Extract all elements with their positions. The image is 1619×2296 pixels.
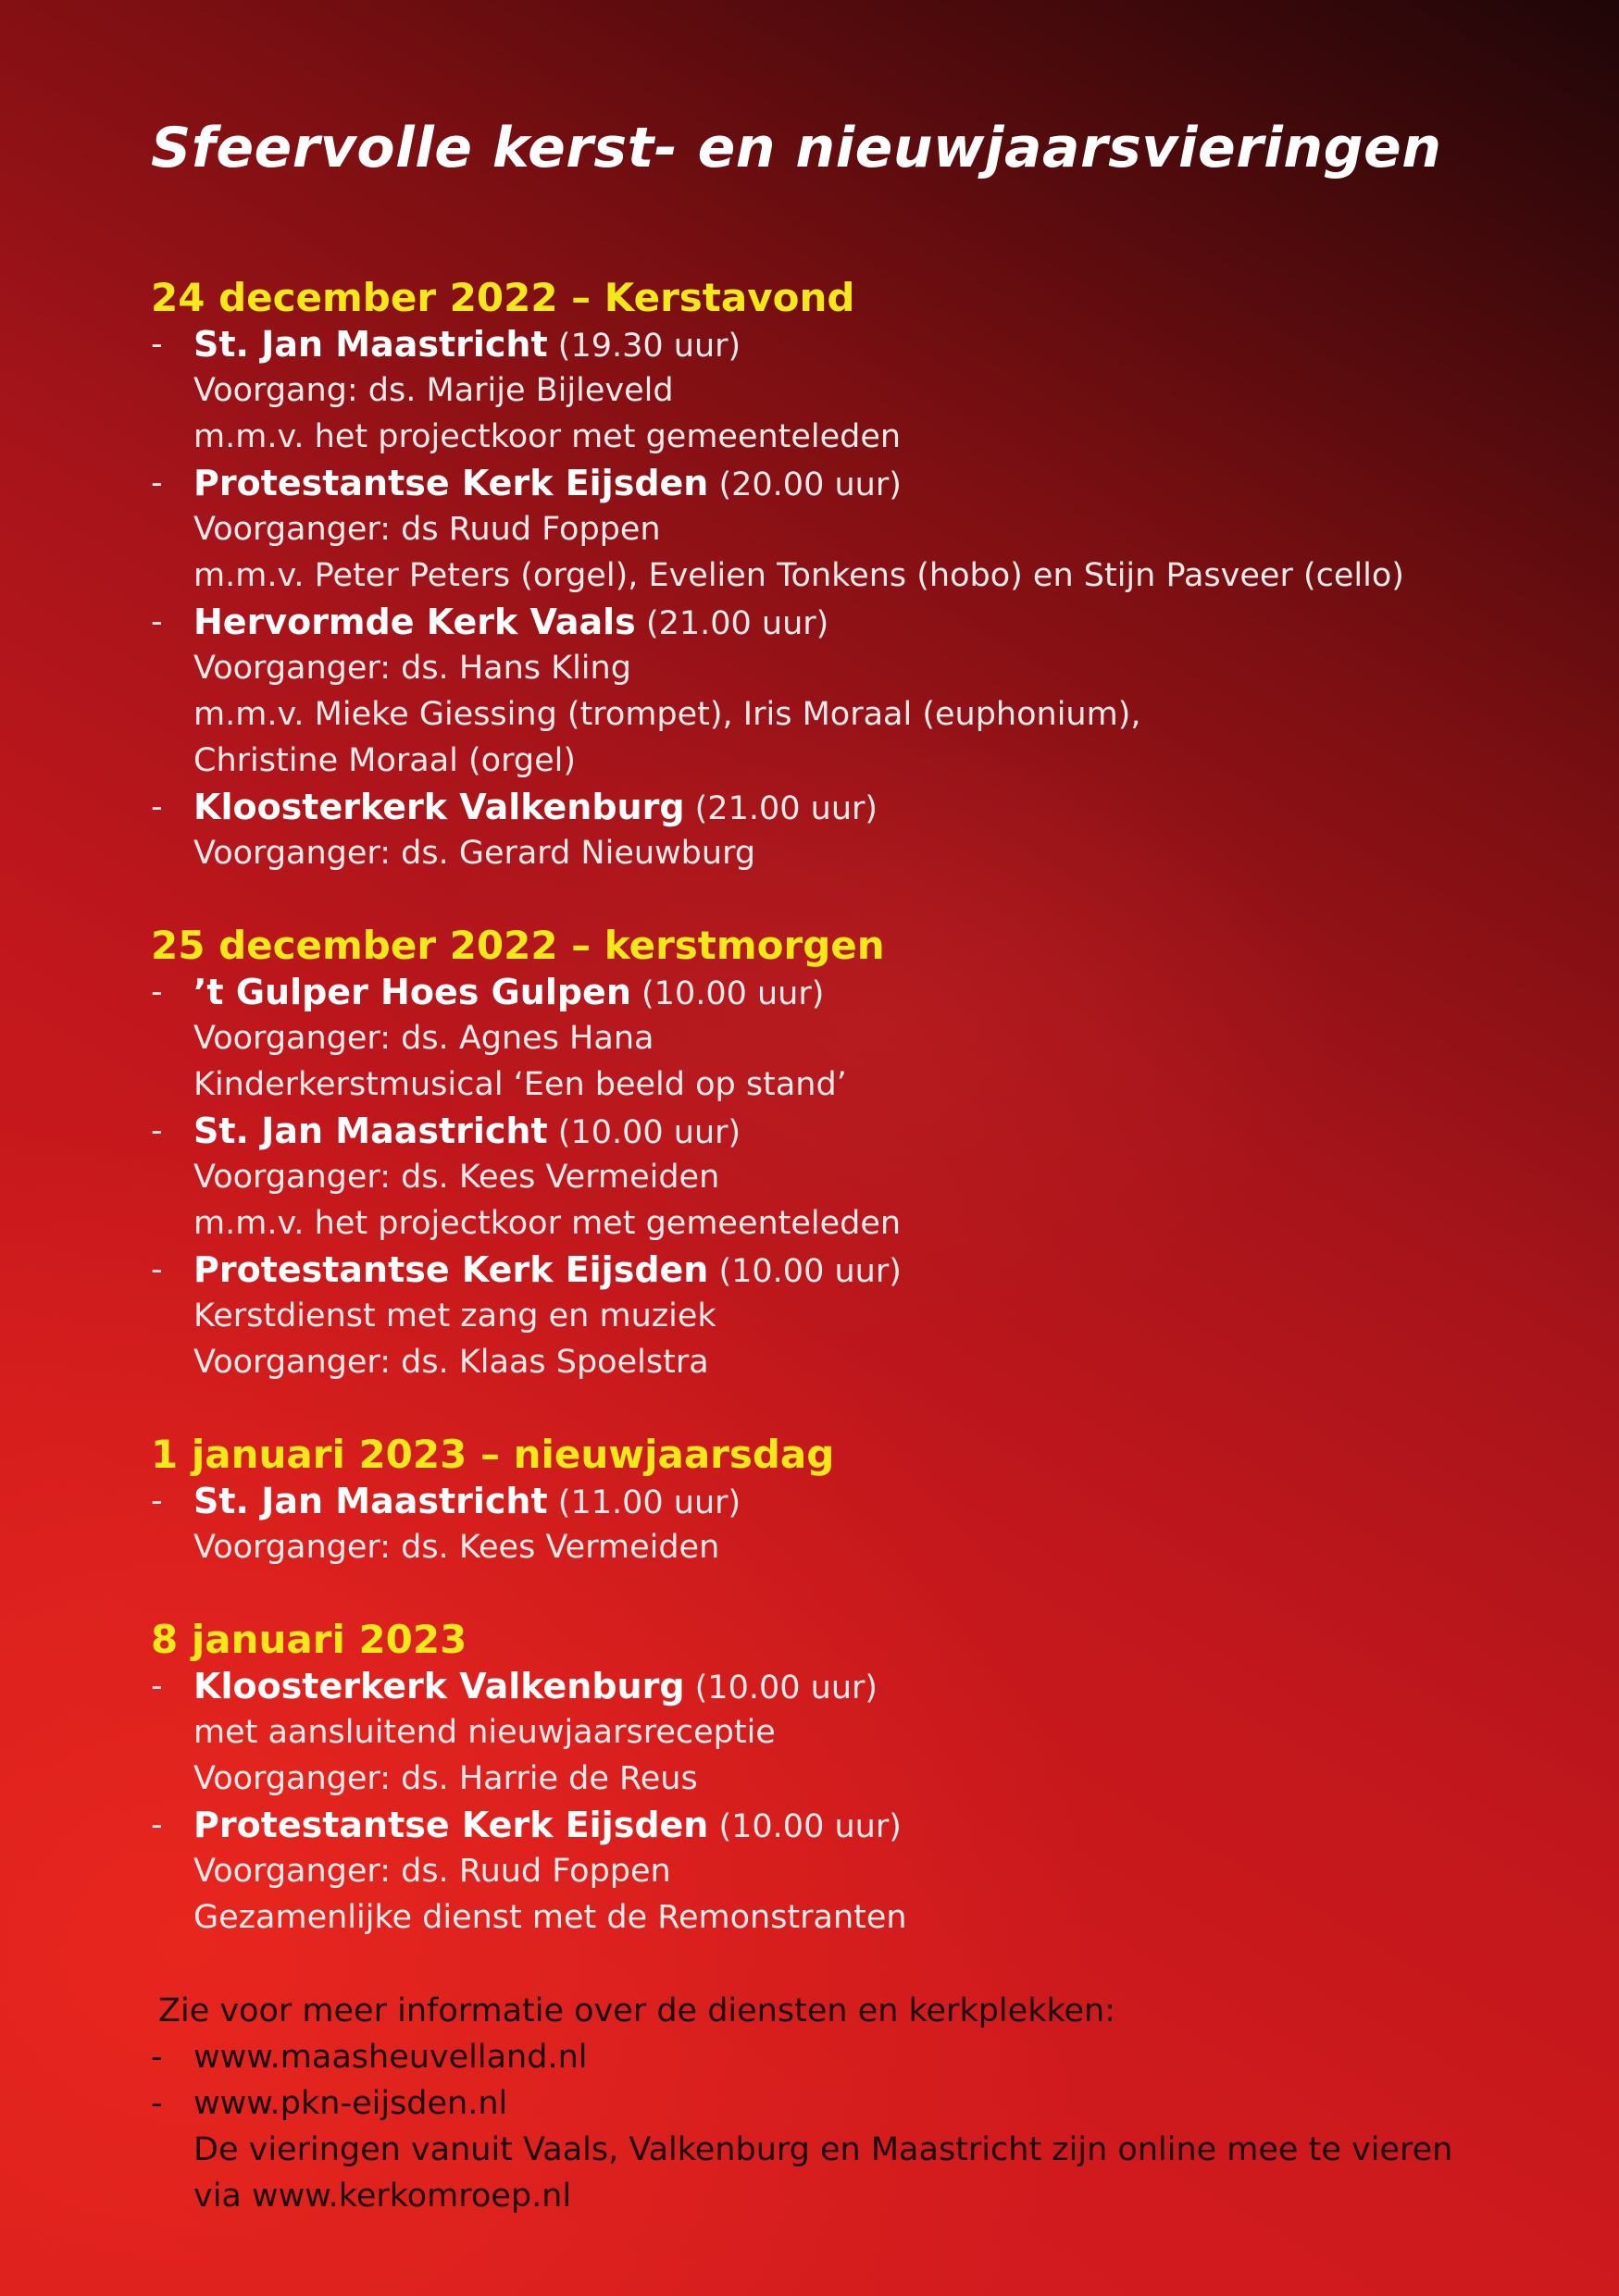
venue-name: ’t Gulper Hoes Gulpen (193, 972, 631, 1012)
service-detail: Christine Moraal (orgel) (193, 742, 576, 779)
section-nieuwjaarsdag (151, 1432, 834, 1570)
service-time: (10.00 uur) (718, 1808, 902, 1845)
venue-name: St. Jan Maastricht (193, 1481, 548, 1521)
footer-link-item: - www.pkn-eijsden.nl (151, 2085, 508, 2122)
venue-name: Hervormde Kerk Vaals (193, 602, 636, 642)
service-detail: Voorganger: ds. Agnes Hana (193, 1020, 654, 1057)
service-detail: m.m.v. het projectkoor met gemeenteleden (193, 418, 902, 455)
venue-name: Protestantse Kerk Eijsden (193, 1249, 709, 1290)
venue-name: Kloosterkerk Valkenburg (193, 1666, 685, 1706)
service-detail: Kerstdienst met zang en muziek (193, 1297, 716, 1334)
service-time: (10.00 uur) (718, 1253, 902, 1290)
footer-link-item: - www.maasheuvelland.nl (151, 2039, 588, 2076)
footer-note: De vieringen vanuit Vaals, Valkenburg en Maastricht zijn online mee te vieren (193, 2131, 1453, 2168)
service-detail: Voorgang: ds. Marije Bijleveld (193, 372, 674, 409)
service-detail: Gezamenlijke dienst met de Remonstranten (193, 1899, 907, 1936)
service-time: (21.00 uur) (645, 605, 829, 642)
footer-note: via www.kerkomroep.nl (193, 2178, 572, 2215)
service-detail: Voorganger: ds. Kees Vermeiden (193, 1529, 720, 1566)
service-detail: m.m.v. het projectkoor met gemeenteleden (193, 1205, 902, 1242)
service-detail: Voorganger: ds Ruud Foppen (193, 511, 661, 548)
venue-name: Protestantse Kerk Eijsden (193, 1805, 709, 1845)
link-maasheuvelland[interactable]: www.maasheuvelland.nl (193, 2039, 588, 2076)
venue-name: Kloosterkerk Valkenburg (193, 787, 685, 827)
service-time: (10.00 uur) (641, 975, 825, 1012)
service-detail: Voorganger: ds. Kees Vermeiden (193, 1159, 720, 1196)
service-detail: m.m.v. Peter Peters (orgel), Evelien Tonkens (hobo) en Stijn Pasveer (cello) (193, 557, 1404, 594)
service-time: (11.00 uur) (557, 1484, 741, 1521)
service-detail: met aansluitend nieuwjaarsreceptie (193, 1714, 776, 1751)
section-kerstavond (151, 275, 1404, 876)
venue-name: St. Jan Maastricht (193, 1111, 548, 1151)
page-title: Sfeervolle kerst- en nieuwjaarsvieringen (151, 116, 1442, 180)
service-detail: Voorganger: ds. Ruud Foppen (193, 1853, 671, 1890)
venue-name: St. Jan Maastricht (193, 324, 548, 365)
service-detail: Voorganger: ds. Harrie de Reus (193, 1760, 698, 1797)
service-detail: Voorganger: ds. Gerard Nieuwburg (193, 835, 756, 872)
service-detail: Voorganger: ds. Hans Kling (193, 650, 631, 687)
service-detail: Kinderkerstmusical ‘Een beeld op stand’ (193, 1066, 847, 1103)
service-entry: - Protestantse Kerk Eijsden (10.00 uur) (151, 1249, 902, 1290)
service-entry: - ’t Gulper Hoes Gulpen (10.00 uur) (151, 972, 825, 1012)
service-entry: - St. Jan Maastricht (11.00 uur) (151, 1481, 741, 1521)
service-time: (10.00 uur) (694, 1669, 878, 1706)
service-entry: - Kloosterkerk Valkenburg (10.00 uur) (151, 1666, 878, 1706)
service-entry: - St. Jan Maastricht (19.30 uur) (151, 324, 741, 365)
venue-name: Protestantse Kerk Eijsden (193, 463, 709, 503)
footer-info (151, 1988, 1452, 2219)
service-time: (21.00 uur) (694, 790, 878, 827)
section-date: 25 december 2022 – kerstmorgen (151, 923, 885, 968)
section-date: 8 januari 2023 (151, 1617, 467, 1662)
service-time: (10.00 uur) (557, 1114, 741, 1151)
link-pkn-eijsden[interactable]: www.pkn-eijsden.nl (193, 2085, 508, 2122)
service-entry: - Protestantse Kerk Eijsden (20.00 uur) (151, 463, 902, 503)
section-date: 1 januari 2023 – nieuwjaarsdag (151, 1432, 835, 1477)
service-time: (20.00 uur) (718, 466, 902, 503)
service-entry: - Hervormde Kerk Vaals (21.00 uur) (151, 602, 829, 642)
section-8-januari (151, 1617, 907, 1941)
service-detail: m.m.v. Mieke Giessing (trompet), Iris Moraal (euphonium), (193, 696, 1141, 733)
footer-intro: Zie voor meer informatie over de diensten en kerkplekken: (158, 1992, 1115, 2029)
service-detail: Voorganger: ds. Klaas Spoelstra (193, 1344, 709, 1381)
service-entry: - Kloosterkerk Valkenburg (21.00 uur) (151, 787, 878, 827)
section-kerstmorgen (151, 923, 902, 1385)
service-time: (19.30 uur) (557, 328, 741, 365)
service-entry: - St. Jan Maastricht (10.00 uur) (151, 1111, 741, 1151)
service-entry: - Protestantse Kerk Eijsden (10.00 uur) (151, 1805, 902, 1845)
section-date: 24 december 2022 – Kerstavond (151, 275, 855, 320)
